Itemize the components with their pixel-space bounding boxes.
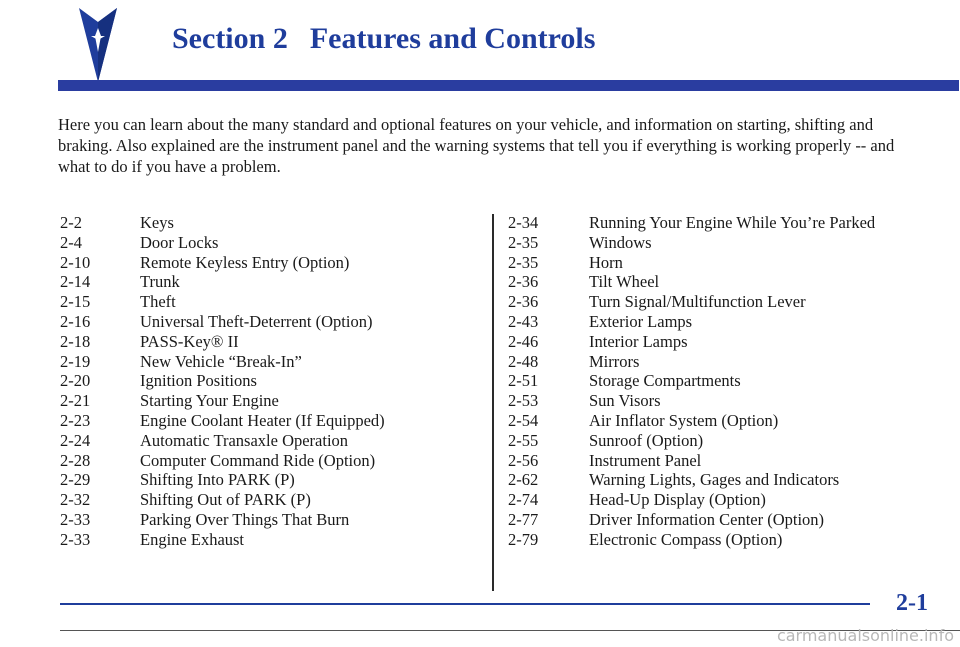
toc-topic: Instrument Panel xyxy=(589,450,702,470)
toc-entry xyxy=(508,332,875,352)
toc-page-number: 2-33 xyxy=(60,529,91,549)
toc-topic: Interior Lamps xyxy=(589,331,688,351)
toc-entry xyxy=(60,371,385,391)
toc-page-number: 2-2 xyxy=(60,213,82,232)
toc-topic: Keys xyxy=(140,213,174,232)
toc-entry xyxy=(60,510,385,530)
toc-page-number: 2-48 xyxy=(508,351,539,371)
title-bar xyxy=(58,80,959,91)
toc-left-column xyxy=(60,213,385,550)
toc-topic: Sun Visors xyxy=(589,391,661,411)
toc-page-number: 2-10 xyxy=(60,252,91,272)
toc-topic: Tilt Wheel xyxy=(589,272,660,292)
toc-page-number: 2-36 xyxy=(508,292,539,312)
toc-entry xyxy=(508,312,875,332)
toc-page-number: 2-29 xyxy=(60,470,91,490)
footer-rule xyxy=(60,603,870,605)
toc-page-number: 2-62 xyxy=(508,470,539,490)
toc-page-number: 2-51 xyxy=(508,371,539,391)
toc-topic: Running Your Engine While You’re Parked xyxy=(589,213,876,232)
toc-topic: New Vehicle “Break-In” xyxy=(140,351,302,371)
toc-page-number: 2-4 xyxy=(60,232,82,252)
toc-entry xyxy=(508,530,875,550)
toc-page-number: 2-43 xyxy=(508,311,539,331)
toc-entry xyxy=(508,510,875,530)
toc-topic: PASS-Key® II xyxy=(140,331,239,351)
column-divider xyxy=(492,214,494,591)
toc-page-number: 2-74 xyxy=(508,490,539,510)
toc-entry xyxy=(60,411,385,431)
toc-page-number: 2-54 xyxy=(508,410,539,430)
toc-entry xyxy=(60,391,385,411)
toc-page-number: 2-32 xyxy=(60,490,91,510)
toc-topic: Horn xyxy=(589,252,623,272)
toc-entry xyxy=(508,371,875,391)
toc-topic: Door Locks xyxy=(140,232,219,252)
toc-topic: Turn Signal/Multifunction Lever xyxy=(589,292,806,312)
page-title xyxy=(172,22,595,56)
toc-entry xyxy=(60,431,385,451)
toc-topic: Electronic Compass (Option) xyxy=(589,529,783,549)
toc-entry xyxy=(508,292,875,312)
toc-topic: Head-Up Display (Option) xyxy=(589,490,766,510)
page-number: 2-1 xyxy=(896,590,928,616)
toc-topic: Trunk xyxy=(140,272,180,292)
toc-entry xyxy=(60,530,385,550)
toc-topic: Mirrors xyxy=(589,351,640,371)
toc-entry xyxy=(60,470,385,490)
toc-topic: Driver Information Center (Option) xyxy=(589,509,825,529)
toc-entry xyxy=(60,332,385,352)
toc-entry xyxy=(60,451,385,471)
toc-entry xyxy=(508,411,875,431)
toc-page-number: 2-46 xyxy=(508,331,539,351)
toc-entry xyxy=(60,213,385,233)
section-title: Features and Controls xyxy=(309,22,596,55)
toc-page-number: 2-14 xyxy=(60,272,91,292)
toc-page-number: 2-18 xyxy=(60,331,91,351)
toc-entry xyxy=(60,233,385,253)
toc-page-number: 2-21 xyxy=(60,391,91,411)
toc-entry xyxy=(60,272,385,292)
toc-topic: Automatic Transaxle Operation xyxy=(140,430,349,450)
toc-topic: Engine Exhaust xyxy=(140,529,245,549)
toc-page-number: 2-35 xyxy=(508,252,539,272)
toc-topic: Remote Keyless Entry (Option) xyxy=(140,252,350,272)
toc-topic: Universal Theft-Deterrent (Option) xyxy=(140,311,373,331)
toc-topic: Theft xyxy=(140,292,176,312)
toc-entry xyxy=(508,352,875,372)
toc-right-column xyxy=(508,213,875,550)
toc-entry xyxy=(508,451,875,471)
toc-page-number: 2-55 xyxy=(508,430,539,450)
toc-page-number: 2-19 xyxy=(60,351,91,371)
toc-entry xyxy=(508,233,875,253)
toc-page-number: 2-36 xyxy=(508,272,539,292)
toc-entry xyxy=(60,352,385,372)
section-label: Section 2 xyxy=(172,22,288,55)
toc-entry xyxy=(60,312,385,332)
toc-entry xyxy=(508,490,875,510)
toc-topic: Parking Over Things That Burn xyxy=(140,509,350,529)
toc-topic: Sunroof (Option) xyxy=(589,430,704,450)
toc-topic: Shifting Out of PARK (P) xyxy=(140,490,311,510)
toc-page-number: 2-34 xyxy=(508,213,539,232)
toc-page-number: 2-79 xyxy=(508,529,539,549)
toc-page-number: 2-23 xyxy=(60,410,91,430)
toc-entry xyxy=(508,213,875,233)
toc-entry xyxy=(508,253,875,273)
toc-page-number: 2-33 xyxy=(60,509,91,529)
toc-page-number: 2-24 xyxy=(60,430,91,450)
watermark: carmanualsonline.info xyxy=(776,626,954,645)
toc-entry xyxy=(60,253,385,273)
toc-entry xyxy=(508,391,875,411)
toc-page-number: 2-56 xyxy=(508,450,539,470)
toc-entry xyxy=(508,431,875,451)
toc-topic: Air Inflator System (Option) xyxy=(589,410,779,430)
intro-paragraph: Here you can learn about the many standard and optional features on your vehicle, and information on starting, shifting and braking. Also explained are the instrument panel and the warning systems that tell you if everything is working properly -- and what to do if you have a problem. xyxy=(58,115,895,176)
toc-page-number: 2-35 xyxy=(508,232,539,252)
toc-topic: Windows xyxy=(589,232,652,252)
toc-topic: Warning Lights, Gages and Indicators xyxy=(589,470,840,490)
toc-topic: Shifting Into PARK (P) xyxy=(140,470,295,490)
toc-topic: Exterior Lamps xyxy=(589,311,693,331)
toc-page-number: 2-20 xyxy=(60,371,91,391)
toc-topic: Storage Compartments xyxy=(589,371,741,391)
toc-page-number: 2-28 xyxy=(60,450,91,470)
toc-entry xyxy=(60,490,385,510)
toc-page-number: 2-77 xyxy=(508,509,539,529)
toc-topic: Ignition Positions xyxy=(140,371,257,391)
pontiac-arrowhead-icon xyxy=(78,6,118,84)
toc-topic: Starting Your Engine xyxy=(140,391,279,411)
toc-topic: Computer Command Ride (Option) xyxy=(140,450,376,470)
toc-entry xyxy=(508,272,875,292)
toc-page-number: 2-16 xyxy=(60,311,91,331)
toc-topic: Engine Coolant Heater (If Equipped) xyxy=(140,410,385,430)
toc-page-number: 2-53 xyxy=(508,391,539,411)
toc-entry xyxy=(60,292,385,312)
toc-entry xyxy=(508,470,875,490)
toc-page-number: 2-15 xyxy=(60,292,91,312)
